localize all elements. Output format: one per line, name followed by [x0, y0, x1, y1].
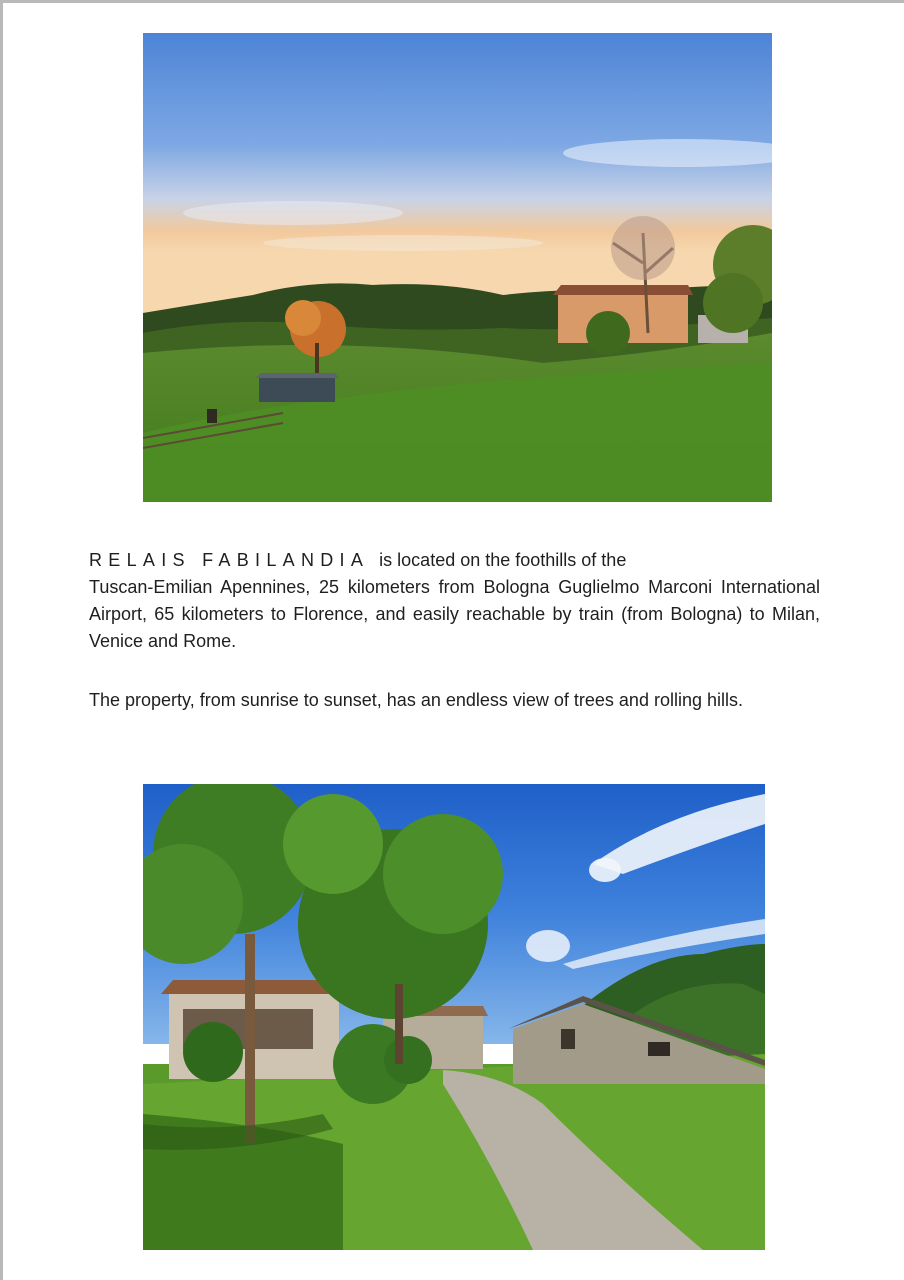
intro-first-line-text: is located on the foothills of the — [379, 550, 627, 570]
page-border-top — [0, 0, 904, 3]
view-paragraph: The property, from sunrise to sunset, has an endless view of trees and rolling hills. — [89, 690, 743, 710]
farmhouse-photo — [143, 784, 765, 1250]
farmhouse-photo-graphic — [143, 784, 765, 1250]
intro-paragraph — [89, 547, 820, 655]
intro-first-line — [89, 547, 820, 574]
landscape-photo — [143, 33, 772, 502]
landscape-photo-graphic — [143, 33, 772, 502]
intro-rest-text: Tuscan-Emilian Apennines, 25 kilometers from Bologna Guglielmo Marconi International Airport, 65 kilometers to Florence, and easily reachable by train (from Bologna) to Milan, Venice and Rome. — [89, 577, 820, 651]
page-border-left — [0, 0, 3, 1280]
brand-name: RELAIS FABILANDIA — [89, 550, 370, 570]
